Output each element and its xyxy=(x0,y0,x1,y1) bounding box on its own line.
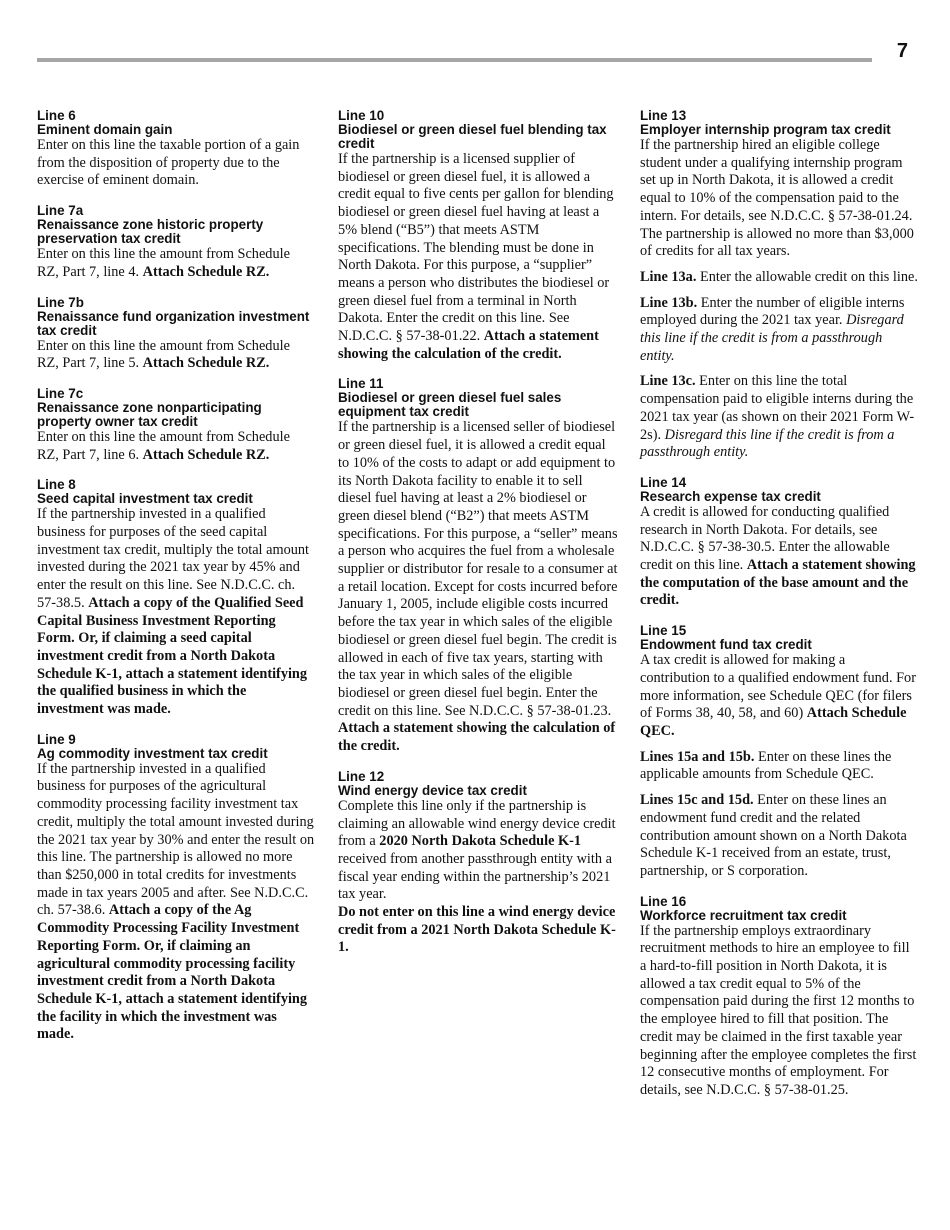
column-1 xyxy=(37,109,315,1058)
section-bold-note: Attach Schedule RZ. xyxy=(142,355,270,372)
subline-body: Enter the number of eligible interns employed during the 2021 tax year. xyxy=(640,294,905,329)
section-line-12 xyxy=(338,770,618,957)
section-title: Endowment fund tax credit xyxy=(640,637,812,653)
section-bold-note: Attach a copy of the Qualified Seed Capital Business Investment Reporting Form. Or, if claiming a seed capital investment credit from a North Dakota Schedule K-1, attach a statement identifying the qualified business in which the investment was made. xyxy=(37,594,308,718)
section-body: Enter on this line the amount from Schedule RZ, Part 7, line 4. xyxy=(37,246,290,280)
section-body: Enter on this line the amount from Schedule RZ, Part 7, line 5. xyxy=(37,337,290,372)
section-line-15 xyxy=(640,624,918,880)
section-line-label: Line 12 xyxy=(338,768,385,784)
section-line-label: Line 13 xyxy=(640,108,687,123)
section-title: Employer internship program tax credit xyxy=(640,122,891,137)
section-line-6 xyxy=(37,109,315,190)
section-title: Workforce recruitment tax credit xyxy=(640,907,847,923)
section-line-label: Line 7c xyxy=(37,385,84,401)
section-body: If the partnership invested in a qualified business for purposes of the seed capital investment tax credit, multiply the total amount invested during the 2021 tax year by 45% and enter the result on this line. See N.D.C.C. ch. 57-38.5. xyxy=(37,506,309,611)
section-body: Enter on this line the taxable portion of a gain from the disposition of property due to the exercise of eminent domain. xyxy=(37,137,300,189)
section-line-label: Line 16 xyxy=(640,893,687,909)
section-line-7b xyxy=(37,296,315,373)
section-title: Biodiesel or green diesel fuel blending tax credit xyxy=(338,122,607,151)
section-body: Complete this line only if the partnership is claiming an allowable wind energy device credit from a xyxy=(338,797,616,850)
section-line-label: Line 15 xyxy=(640,623,687,639)
section-title: Renaissance zone nonparticipating property owner tax credit xyxy=(37,399,262,429)
section-body: If the partnership is a licensed supplier of biodiesel or green diesel fuel, it is allowed a credit equal to five cents per gallon for blending biodiesel or green diesel fuel having at least a 5% blend (“B5”) that meets ASTM specifications. The blending must be done in North Dakota. For this purpose, a “supplier” means a person who distributes the biodiesel or green diesel fuel from a terminal in North Dakota. Enter the credit on this line. See N.D.C.C. § 57-38-01.22. xyxy=(338,151,614,345)
section-title: Renaissance zone historic property preservation tax credit xyxy=(37,217,264,247)
section-line-label: Line 11 xyxy=(338,376,384,392)
subline-label: Line 13a. xyxy=(640,268,697,285)
subline-body: Enter the allowable credit on this line. xyxy=(696,268,918,285)
section-title: Research expense tax credit xyxy=(640,488,821,504)
section-bold-note: Attach a statement showing the calculation of the credit. xyxy=(338,720,616,755)
subline-label: Lines 15c and 15d. xyxy=(640,792,754,809)
section-bold-note: Do not enter on this line a wind energy device credit from a 2021 North Dakota Schedule K-1. xyxy=(338,904,616,956)
subline-body: Enter on these lines the applicable amounts from Schedule QEC. xyxy=(640,748,892,783)
section-bold-note: Attach Schedule QEC. xyxy=(640,705,907,739)
section-line-16 xyxy=(640,895,918,1100)
section-bold-note: Attach a statement showing the computation of the base amount and the credit. xyxy=(640,557,916,609)
section-title: Renaissance fund organization investment tax credit xyxy=(37,308,310,338)
section-title: Eminent domain gain xyxy=(37,122,173,137)
section-line-11 xyxy=(338,377,618,755)
subline-label: Lines 15a and 15b. xyxy=(640,748,755,765)
section-bold-note: Attach Schedule RZ. xyxy=(142,263,270,280)
section-line-14 xyxy=(640,476,918,610)
section-bold-note: Attach Schedule RZ. xyxy=(142,446,270,463)
header-rule xyxy=(37,58,872,62)
page-number: 7 xyxy=(896,40,908,62)
section-title: Biodiesel or green diesel fuel sales equipment tax credit xyxy=(338,390,562,420)
section-body: If the partnership is a licensed seller of biodiesel or green diesel fuel, it is allowed a credit equal to 10% of the costs to adapt or add equipment to its North Dakota facility to enable it to sell diesel fuel having at least a 2% biodiesel or green diesel blend (“B2”) that meets ASTM specifications. For this purpose, a “seller” means a person who acquires the fuel from a wholesale supplier or distributor for resale to a consumer at a retail location. Except for costs incurred before January 1, 2005, include eligible costs incurred before the tax year in which sales of the eligible biodiesel or green diesel fuel begin. The credit is allowed in each of five tax years, starting with the tax year in which sales of the eligible biodiesel or green diesel fuel begin. Enter the credit on this line. See N.D.C.C. § 57-38-01.23. xyxy=(338,419,618,719)
subline-italic-note: Disregard this line if the credit is from a passthrough entity. xyxy=(640,426,895,461)
section-bold-ref: 2020 North Dakota Schedule K-1 xyxy=(379,833,582,850)
section-title: Seed capital investment tax credit xyxy=(37,491,253,507)
section-line-7a xyxy=(37,204,315,281)
section-body-cont: received from another passthrough entity with a fiscal year ending within the partnership’s 2021 tax year. xyxy=(338,850,612,903)
section-line-label: Line 8 xyxy=(37,477,76,493)
column-2 xyxy=(338,109,618,971)
subline-italic-note: Disregard this line if the credit is from a passthrough entity. xyxy=(640,312,904,364)
section-line-label: Line 10 xyxy=(338,108,385,123)
section-body: A credit is allowed for conducting qualified research in North Dakota. For details, see N.D.C.C. § 57-38-30.5. Enter the allowable credit on this line. xyxy=(640,503,890,574)
section-bold-note: Attach a statement showing the calculation of the credit. xyxy=(338,328,599,362)
section-body: A tax credit is allowed for making a contribution to a qualified endowment fund. For more information, see Schedule QEC (for filers of Forms 38, 40, 58, and 60) xyxy=(640,652,916,722)
section-line-label: Line 7b xyxy=(37,294,84,310)
section-line-label: Line 9 xyxy=(37,731,76,747)
subline-body: Enter on these lines an endowment fund credit and the related contribution amount shown on a North Dakota Schedule K-1 received from an estate, trust, partnership, or S corporation. xyxy=(640,792,907,879)
column-3 xyxy=(640,109,918,1114)
section-line-10 xyxy=(338,109,618,363)
subline-label: Line 13c. xyxy=(640,373,696,390)
section-line-label: Line 6 xyxy=(37,108,76,123)
section-title: Ag commodity investment tax credit xyxy=(37,745,268,761)
section-body: Enter on this line the amount from Schedule RZ, Part 7, line 6. xyxy=(37,428,290,463)
section-line-label: Line 7a xyxy=(37,203,84,219)
section-body: If the partnership hired an eligible college student under a qualifying internship program set up in North Dakota, it is allowed a credit equal to 10% of the compensation paid to the intern. For details, see N.D.C.C. § 57-38-01.24. The partnership is allowed no more than $3,000 of credits for all tax years. xyxy=(640,137,914,260)
section-title: Wind energy device tax credit xyxy=(338,782,527,798)
subline-label: Line 13b. xyxy=(640,294,698,311)
section-line-13 xyxy=(640,109,918,462)
section-line-7c xyxy=(37,387,315,464)
subline-body: Enter on this line the total compensation paid to eligible interns during the 2021 tax year (as shown on their 2021 Form W-2s). xyxy=(640,373,915,443)
section-line-9 xyxy=(37,733,315,1044)
section-body: If the partnership invested in a qualified business for purposes of the agricultural commodity processing facility investment tax credit, multiply the total amount invested during the 2021 tax year by 30% and enter the result on this line. The partnership is allowed no more than $250,000 in total credits for investments made in tax years 2005 and after. See N.D.C.C. ch. 57-38.6. xyxy=(37,760,315,919)
section-line-8 xyxy=(37,478,315,718)
section-bold-note: Attach a copy of the Ag Commodity Processing Facility Investment Reporting Form. Or, if claiming an agricultural commodity processing facility investment credit from a North Dakota Schedule K-1, attach a statement identifying the facility in which the investment was made. xyxy=(37,902,308,1043)
section-line-label: Line 14 xyxy=(640,474,687,490)
section-body: If the partnership employs extraordinary recruitment methods to hire an employee to fill a hard-to-fill position in North Dakota, it is allowed a tax credit equal to 5% of the compensation paid during the first 12 months to the employee hired to fill that position. The credit may be claimed in the first taxable year beginning after the employee completes the first 12 consecutive months of employment. For details, see N.D.C.C. § 57-38-01.25. xyxy=(640,922,917,1098)
